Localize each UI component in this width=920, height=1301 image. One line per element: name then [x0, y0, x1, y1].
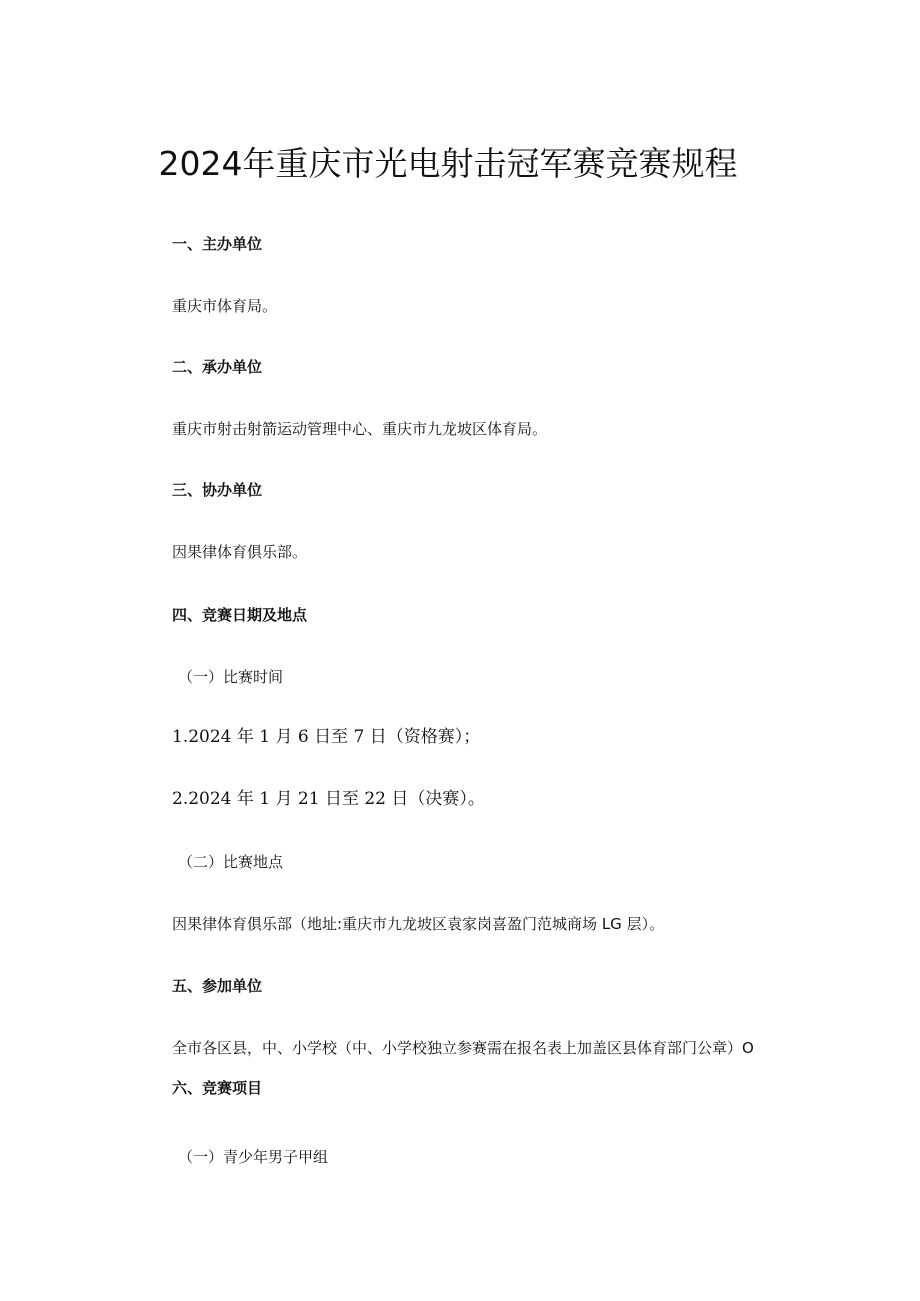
list-item-final-date: 2.2024 年 1 月 21 日至 22 日（决赛）。 [172, 789, 485, 809]
list-item-qualification-date: 1.2024 年 1 月 6 日至 7 日（资格赛）； [172, 727, 481, 747]
paragraph-host: 重庆市射击射箭运动管理中心、重庆市九龙坡区体育局。 [172, 420, 548, 438]
subheading-youth-male-a: （一）青少年男子甲组 [178, 1148, 329, 1166]
subheading-match-time: （一）比赛时间 [178, 668, 284, 686]
paragraph-co-organizer: 因果律体育俱乐部。 [172, 543, 308, 561]
section-heading-participants: 五、参加单位 [172, 977, 263, 995]
paragraph-venue-address: 因果律体育俱乐部（地址:重庆市九龙坡区袁家岗喜盈门范城商场 LG 层）。 [172, 915, 665, 933]
paragraph-organizer: 重庆市体育局。 [172, 297, 278, 315]
section-heading-events: 六、竞赛项目 [172, 1079, 263, 1097]
section-heading-date-venue: 四、竞赛日期及地点 [172, 606, 308, 624]
paragraph-participants: 全市各区县，中、小学校（中、小学校独立参赛需在报名表上加盖区县体育部门公章）O [172, 1039, 754, 1057]
document-title: 2024年重庆市光电射击冠军赛竞赛规程 [158, 144, 738, 183]
section-heading-organizer: 一、主办单位 [172, 235, 263, 253]
section-heading-host: 二、承办单位 [172, 358, 263, 376]
subheading-match-venue: （二）比赛地点 [178, 853, 284, 871]
section-heading-co-organizer: 三、协办单位 [172, 481, 263, 499]
